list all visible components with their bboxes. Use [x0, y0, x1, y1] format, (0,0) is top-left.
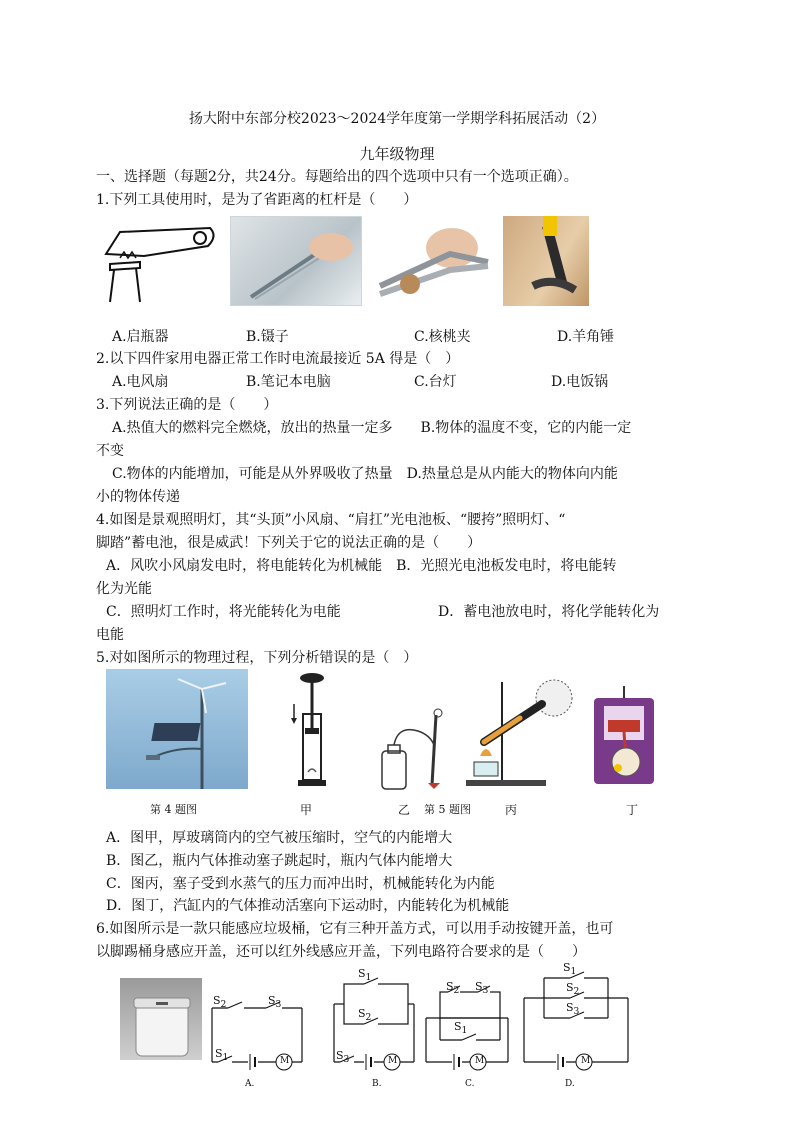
trash-can-photo [120, 978, 202, 1060]
section-heading: 一、选择题（每题2分，共24分。每题给出的四个选项中只有一个选项正确）。 [96, 169, 578, 185]
q4-line-5: C．照明灯工作时，将光能转化为电能 [106, 604, 341, 620]
q2-option-b: B.笔记本电脑 [246, 374, 331, 390]
circuit-d-s1-label: $S_1$ [563, 961, 577, 978]
q2-stem: 2.以下四件家用电器正常工作时电流最接近 5A 得是（ ） [96, 351, 460, 367]
circuit-d-label: D. [565, 1079, 575, 1089]
fig5-caption: 第 5 题图 [424, 803, 471, 816]
q3-line-2: 不变 [96, 443, 124, 459]
circuit-a-label: A. [245, 1079, 255, 1089]
circuit-a-motor-label: M [280, 1056, 290, 1066]
claw-hammer-image [503, 216, 589, 306]
circuit-c-label: C. [465, 1079, 475, 1089]
q5-option-c: C．图丙，塞子受到水蒸气的压力而冲出时，机械能转化为内能 [106, 876, 495, 892]
bing-caption: 丙 [505, 803, 518, 817]
q4-line-1: 4.如图是景观照明灯，其“头顶”小风扇、“肩扛”光电池板、“腰挎”照明灯、“ [96, 512, 566, 528]
q5-option-a: A．图甲，厚玻璃筒内的空气被压缩时，空气的内能增大 [106, 830, 453, 846]
q3-line-1: A.热值大的燃料完全燃烧，放出的热量一定多 B.物体的温度不变，它的内能一定 [112, 420, 632, 436]
jia-caption: 甲 [300, 803, 313, 817]
tweezers-image [230, 216, 362, 306]
q4-line-4: 化为光能 [96, 581, 152, 597]
bottle-opener-image [100, 214, 220, 306]
circuit-b-s1-label: $S_1$ [358, 967, 372, 984]
circuit-c-s1-label: $S_1$ [454, 1020, 468, 1037]
fig4-caption: 第 4 题图 [150, 803, 197, 816]
q6-line-1: 6.如图所示是一款只能感应垃圾桶，它有三种开盖方式，可以用手动按键开盖，也可 [96, 921, 614, 937]
q4-line-3: A．风吹小风扇发电时，将电能转化为机械能 B．光照光电池板发电时，将电能转 [106, 558, 617, 574]
q3-line-3: C.物体的内能增加，可能是从外界吸收了热量 D.热量总是从内能大的物体向内能 [112, 466, 618, 482]
circuit-d-motor-label: M [581, 1056, 591, 1066]
circuit-b-label: B. [372, 1079, 382, 1089]
circuit-b-s2-label: $S_2$ [358, 1007, 372, 1024]
q1-stem: 1.下列工具使用时，是为了省距离的杠杆是（ ） [96, 192, 418, 208]
exam-subtitle: 九年级物理 [359, 145, 435, 163]
nutcracker-image [370, 214, 492, 308]
q6-line-2: 以脚踢桶身感应开盖，还可以红外线感应开盖，下列电路符合要求的是（ ） [96, 944, 586, 960]
q1-option-b: B.镊子 [246, 329, 289, 345]
q4-line-5b: D．蓄电池放电时，将化学能转化为 [438, 604, 660, 620]
q1-option-d: D.羊角锤 [557, 329, 615, 345]
q5-stem: 5.对如图所示的物理过程，下列分析错误的是（ ） [96, 650, 418, 666]
q2-option-c: C.台灯 [414, 374, 457, 390]
q5-option-d: D．图丁，汽缸内的气体推动活塞向下运动时，内能转化为机械能 [106, 898, 510, 914]
q3-line-4: 小的物体传递 [96, 489, 180, 505]
bottle-pump-diagram [378, 705, 460, 793]
circuit-a-s3-label: $S_3$ [268, 994, 282, 1011]
test-tube-experiment-diagram [462, 676, 582, 792]
q2-option-d: D.电饭锅 [551, 374, 609, 390]
q4-line-2: 脚踏”蓄电池，很是威武！下列关于它的说法正确的是（ ） [96, 535, 482, 551]
circuit-d-s2-label: $S_2$ [566, 981, 580, 998]
circuit-b-motor-label: M [388, 1056, 398, 1066]
q3-stem: 3.下列说法正确的是（ ） [96, 397, 278, 413]
circuit-d-s3-label: $S_3$ [566, 1001, 580, 1018]
circuit-c-motor-label: M [475, 1056, 485, 1066]
engine-cylinder-diagram [590, 684, 658, 788]
compression-tube-diagram [286, 670, 332, 792]
q5-option-b: B．图乙，瓶内气体推动塞子跳起时，瓶内气体内能增大 [106, 853, 453, 869]
street-light-photo [106, 669, 248, 789]
circuit-a-s1-label: $S_1$ [215, 1047, 229, 1064]
exam-title: 扬大附中东部分校2023～2024学年度第一学期学科拓展活动（2） [188, 111, 606, 127]
q1-option-a: A.启瓶器 [112, 329, 169, 345]
q2-option-a: A.电风扇 [112, 374, 169, 390]
q4-line-6: 电能 [96, 627, 124, 643]
circuit-b-s3-label: $S_3$ [336, 1049, 350, 1066]
q1-option-c: C.核桃夹 [414, 329, 471, 345]
circuit-c-s3-label: $S_3$ [475, 980, 489, 997]
circuit-c-s2-label: $S_2$ [446, 980, 460, 997]
ding-caption: 丁 [626, 803, 639, 817]
yi-caption: 乙 [398, 803, 411, 817]
circuit-a-s2-label: $S_2$ [213, 994, 227, 1011]
